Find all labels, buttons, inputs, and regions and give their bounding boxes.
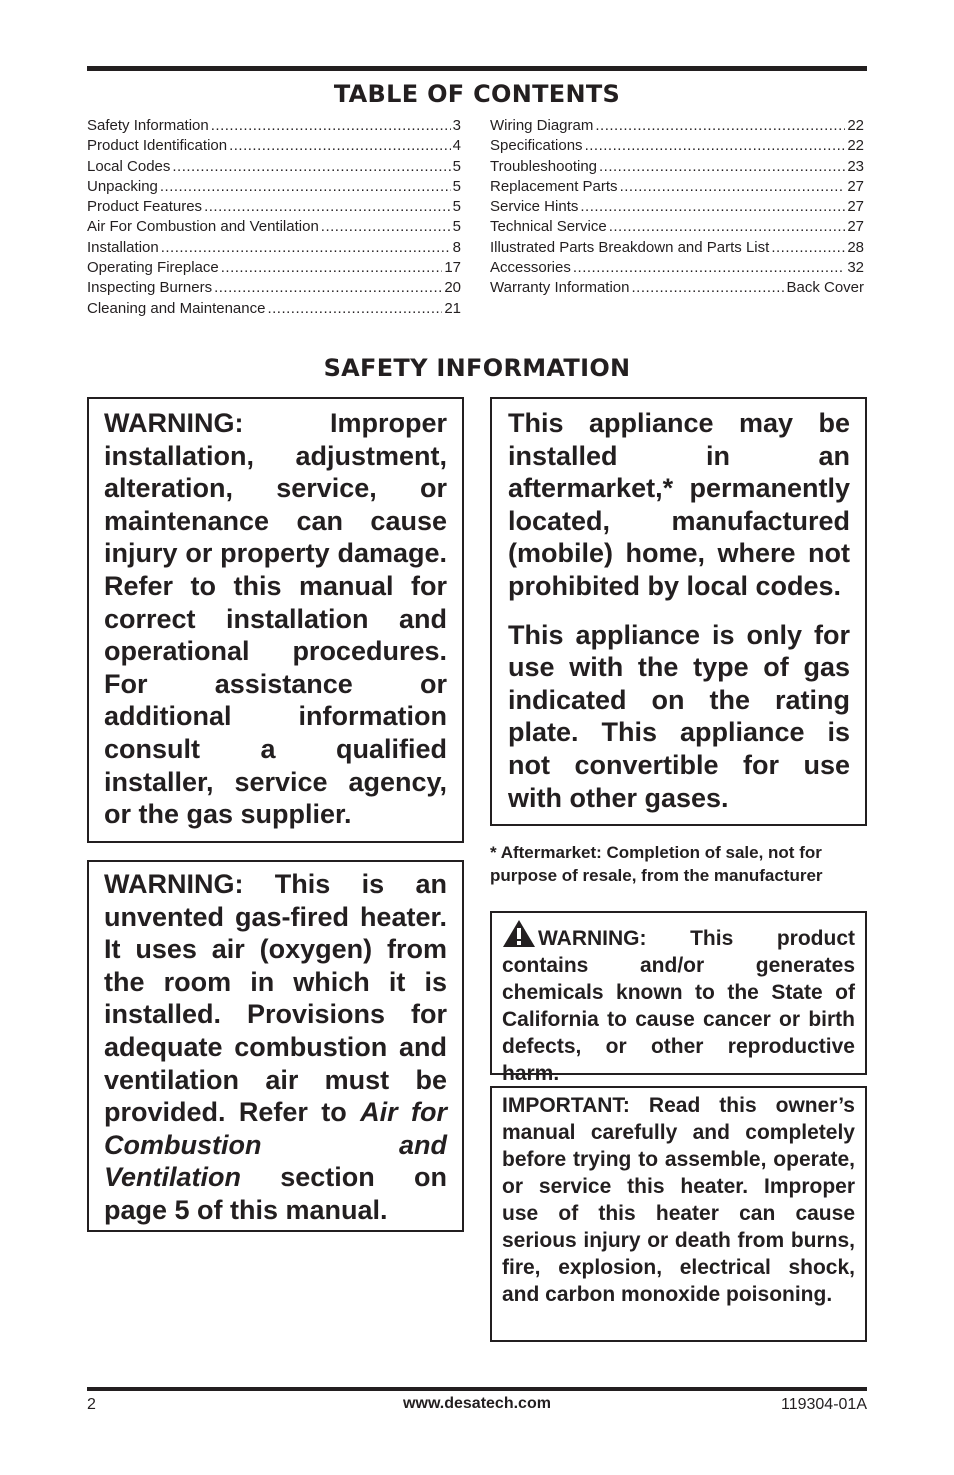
toc-entry-page: 17 [444,259,461,277]
toc-leader-dots [632,278,785,298]
toc-entry-page: 4 [452,137,461,155]
toc-entry[interactable] [490,136,864,156]
important-notice-box [490,1086,867,1342]
toc-entry-page: 20 [444,279,461,297]
prop65-warning-text: WARNING: This product contains and/or generates chemicals known to the State of California to cause cancer or birth defects, or other reproductive harm. [502,919,855,1087]
appliance-notice-box [490,397,867,826]
toc-entry-label: Installation [87,238,159,256]
toc-entry-label: Specifications [490,137,583,155]
toc-entry-page: 32 [847,259,864,277]
safety-title: SAFETY INFORMATION [323,354,631,382]
toc-entry[interactable] [87,197,461,217]
toc-leader-dots [609,217,846,237]
installation-warning-box [87,397,464,843]
toc-entry[interactable] [490,157,864,177]
top-rule [87,66,867,71]
toc-entry[interactable] [490,258,864,278]
toc-leader-dots [160,177,451,197]
toc-leader-dots [599,157,845,177]
toc-entry-label: Illustrated Parts Breakdown and Parts List [490,238,770,256]
toc-entry[interactable] [87,177,461,197]
toc-entry-label: Accessories [490,259,571,277]
toc-leader-dots [229,136,451,156]
toc-leader-dots [267,299,442,319]
toc-entry-label: Product Features [87,198,203,216]
toc-leader-dots [580,197,845,217]
toc-entry[interactable] [490,116,864,136]
toc-left-column [87,116,461,319]
toc-entry-label: Safety Information [87,117,209,134]
toc-entry-page: 5 [452,218,461,236]
toc-entry-page: Back Cover [786,279,864,297]
important-notice-text: IMPORTANT: Read this owner’s manual carefully and completely before trying to assemble, operate, or service this heater. Improper use of this heater can cause serious injury or death from burns, fire, explosion, electrical shock, and carbon monoxide poisoning. [502,1094,855,1306]
toc-entry-page: 3 [452,117,461,134]
bottom-rule [87,1387,867,1391]
toc-entry[interactable] [87,136,461,156]
toc-entry[interactable] [490,197,864,217]
toc-entry-page: 8 [452,238,461,256]
toc-entry-label: Service Hints [490,198,579,216]
toc-entry-page: 27 [847,198,864,216]
toc-entry-page: 5 [452,157,461,175]
website-link[interactable]: www.desatech.com [403,1395,551,1412]
toc-leader-dots [573,258,845,278]
toc-leader-dots [321,217,451,237]
warning-triangle-icon [502,919,536,948]
toc-leader-dots [771,238,845,258]
unvented-warning-box [87,860,464,1232]
page-number: 2 [87,1396,96,1413]
aftermarket-footnote: * Aftermarket: Completion of sale, not for purpose of resale, from the manufacturer [490,843,823,885]
toc-leader-dots [204,197,451,217]
toc-entry[interactable] [87,238,461,258]
toc-entry-label: Wiring Diagram [490,117,594,134]
toc-entry-page: 28 [847,238,864,256]
toc-entry-label: Unpacking [87,177,158,195]
toc-leader-dots [161,238,451,258]
toc-leader-dots [211,116,451,136]
unvented-warning-text: WARNING: This is an unvented gas-fired heater. It uses air (oxygen) from the room in which it is installed. Provisions for adequate combustion and ventilation air must be provided. Refer to Air for Combustion and Ventilation section on page 5 of this manual. [104,869,448,1225]
toc-entry[interactable] [490,217,864,237]
toc-title: TABLE OF CONTENTS [333,80,621,108]
prop65-warning-box [490,911,867,1085]
toc-leader-dots [172,157,450,177]
toc-entry[interactable] [87,157,461,177]
aftermarket-notice: This appliance may be installed in an aftermarket,* permanently located, manufactured (mobile) home, where not prohibited by local codes. [508,408,850,601]
toc-entry-label: Operating Fireplace [87,259,219,277]
toc-entry[interactable] [87,258,461,278]
toc-entry[interactable] [87,299,461,319]
toc-entry-label: Cleaning and Maintenance [87,299,266,317]
toc-entry-label: Local Codes [87,157,171,175]
toc-entry-page: 27 [847,177,864,195]
gas-type-notice: This appliance is only for use with the type of gas indicated on the rating plate. This appliance is not convertible for use with other gases. [508,619,850,813]
air-combustion-reference: Air for Combustion and Ventilation [104,1097,448,1193]
toc-entry-page: 5 [452,177,461,195]
toc-entry-page: 23 [847,157,864,175]
toc-entry-page: 22 [847,137,864,155]
toc-entry[interactable] [490,177,864,197]
toc-entry-page: 21 [444,299,461,317]
toc-entry[interactable] [490,238,864,258]
toc-leader-dots [620,177,846,197]
toc-entry-page: 5 [452,198,461,216]
toc-entry[interactable] [490,278,864,298]
document-number: 119304-01A [781,1396,867,1413]
toc-entry-label: Air For Combustion and Ventilation [87,218,319,236]
toc-entry-page: 27 [847,218,864,236]
toc-leader-dots [595,116,845,136]
toc-leader-dots [585,136,846,156]
toc-leader-dots [221,258,443,278]
toc-entry[interactable] [87,217,461,237]
toc-entry-label: Troubleshooting [490,157,598,175]
toc-entry-label: Replacement Parts [490,177,618,195]
toc-entry-label: Product Identification [87,137,228,155]
toc-entry-label: Inspecting Burners [87,279,213,297]
installation-warning-text: WARNING: Improper installation, adjustment, alteration, service, or maintenance can cause injury or property damage. Refer to this manual for correct installation and operational procedures. For assistance or additional information consult a qualified installer, service agency, or the gas supplier. [104,408,447,830]
toc-entry[interactable] [87,116,461,136]
toc-entry-label: Warranty Information [490,279,630,297]
toc-right-column [490,116,864,299]
toc-entry[interactable] [87,278,461,298]
toc-entry-page: 22 [847,117,864,134]
toc-leader-dots [214,278,442,298]
toc-entry-label: Technical Service [490,218,607,236]
